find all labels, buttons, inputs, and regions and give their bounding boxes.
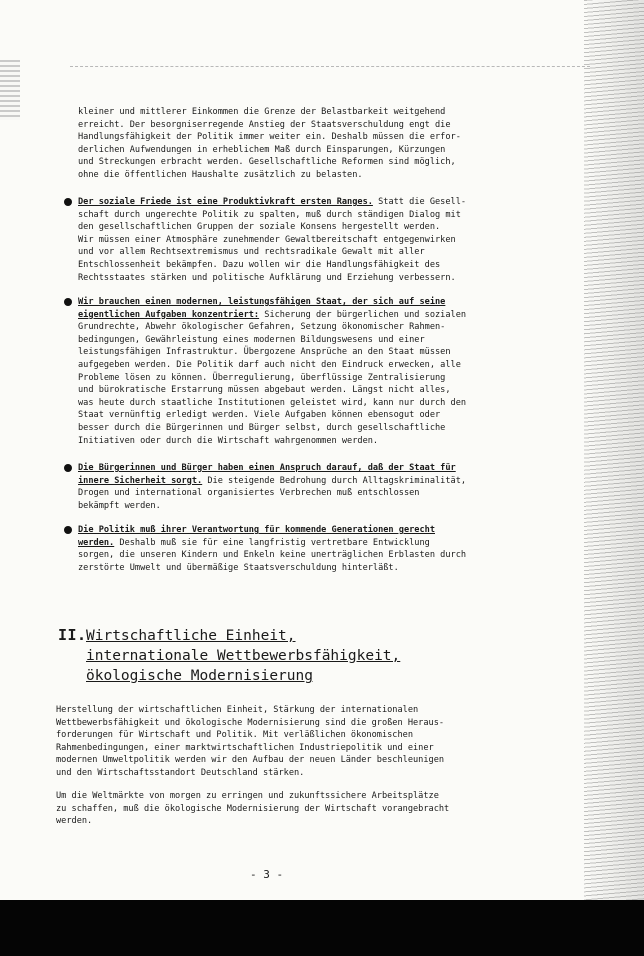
text-line: und bürokratische Erstarrung müssen abgebaut werden. Längst nicht alles, [78, 385, 451, 396]
text-line: derlichen Aufwendungen in erheblichem Maß durch Einsparungen, Kürzungen [78, 144, 446, 155]
bullet-dot [64, 464, 72, 472]
text-line: sorgen, die unseren Kindern und Enkeln keine unerträglichen Erblasten durch [78, 550, 467, 561]
text-line: modernen Umweltpolitik werden wir den Aufbau der neuen Länder beschleunigen [56, 755, 445, 766]
scan-bottom-border [0, 900, 644, 956]
text-line: bekämpft werden. [78, 500, 161, 511]
text-line: aufgegeben werden. Die Politik darf auch nicht den Eindruck erwecken, alle [78, 359, 461, 370]
text-line: den gesellschaftlichen Gruppen der soziale Konsens hergestellt werden. [78, 222, 441, 233]
text-line: Handlungsfähigkeit der Politik immer weiter ein. Deshalb müssen die erfor- [78, 132, 461, 143]
text-line: zerstörte Umwelt und übermäßige Staatsverschuldung hinterläßt. [78, 562, 399, 573]
intro-paragraph [78, 106, 488, 182]
section-paragraph [56, 790, 496, 828]
text-line: leistungsfähigen Infrastruktur. Übergozene Ansprüche an den Staat müssen [78, 347, 451, 358]
page-number: - 3 - [250, 868, 284, 881]
bullet-lead: eigentlichen Aufgaben konzentriert: [78, 309, 260, 320]
section-title-line: ökologische Modernisierung [86, 668, 313, 684]
text-line: werden. [56, 816, 93, 827]
text-line [78, 537, 488, 550]
text-line: Initiativen oder durch die Wirtschaft wahrgenommen werden. [78, 435, 379, 446]
text-line: Rahmenbedingungen, einer marktwirtschaftlichen Industriepolitik und einer [56, 742, 434, 753]
text-line: kleiner und mittlerer Einkommen die Grenze der Belastbarkeit weitgehend [78, 107, 446, 117]
bullet-lead: Die Politik muß ihrer Verantwortung für kommende Generationen gerecht [78, 525, 435, 535]
text-line: Probleme lösen zu können. Überregulierung, überflüssige Zentralisierung [78, 372, 446, 383]
text-line: Um die Weltmärkte von morgen zu erringen und zukunftssichere Arbeitsplätze [56, 791, 439, 801]
text-line [78, 196, 488, 209]
text-line: Staat vernünftig erledigt werden. Viele Aufgaben können ebensogut oder [78, 410, 441, 421]
text-line: Wettbewerbsfähigkeit und ökologische Modernisierung sind die großen Heraus- [56, 717, 445, 728]
bullet-lead: Die Bürgerinnen und Bürger haben einen Anspruch darauf, daß der Staat für [78, 463, 456, 473]
scan-edge-right [584, 0, 644, 900]
section-paragraph [56, 704, 496, 780]
top-scan-line [70, 66, 590, 67]
text-line [78, 309, 488, 322]
bullet-dot [64, 198, 72, 206]
text-line: Entschlossenheit bekämpfen. Dazu wollen wir die Handlungsfähigkeit des [78, 259, 441, 270]
section-number: II. [58, 626, 87, 644]
bullet-lead: innere Sicherheit sorgt. [78, 475, 203, 486]
text-run: Deshalb muß sie für eine langfristig vertretbare Entwicklung [114, 537, 430, 548]
text-line: und den Wirtschaftsstandort Deutschland stärken. [56, 767, 305, 778]
text-line [78, 475, 488, 488]
scan-edge-left [0, 60, 20, 120]
text-run: Sicherung der bürgerlichen und sozialen [259, 309, 467, 320]
section-title [86, 626, 416, 686]
text-line: und Streckungen erbracht werden. Gesellschaftliche Reformen sind möglich, [78, 157, 456, 168]
text-line: Wir müssen einer Atmosphäre zunehmender Gewaltbereitschaft entgegenwirken [78, 234, 456, 245]
bullet-text [78, 296, 488, 447]
text-line: besser durch die Bürgerinnen und Bürger selbst, durch gesellschaftliche [78, 422, 446, 433]
bullet-lead: Der soziale Friede ist eine Produktivkraft ersten Ranges. [78, 197, 373, 207]
text-line: Grundrechte, Abwehr ökologischer Gefahren, Setzung ökonomischer Rahmen- [78, 322, 446, 333]
text-line: ohne die öffentlichen Haushalte zusätzlich zu belasten. [78, 169, 363, 180]
bullet-dot [64, 526, 72, 534]
text-line: was heute durch staatliche Institutionen geleistet wird, kann nur durch den [78, 397, 467, 408]
text-line: zu schaffen, muß die ökologische Modernisierung der Wirtschaft vorangebracht [56, 803, 450, 814]
text-line: bedingungen, Gewährleistung eines modernen Bildungswesens und einer [78, 334, 425, 345]
bullet-lead: Wir brauchen einen modernen, leistungsfähigen Staat, der sich auf seine [78, 297, 446, 307]
bullet-lead: werden. [78, 537, 115, 548]
section-title-line: Wirtschaftliche Einheit, [86, 628, 296, 644]
text-line: erreicht. Der besorgniserregende Anstieg der Staatsverschuldung engt die [78, 119, 451, 130]
bullet-text [78, 524, 488, 574]
text-line: und vor allem Rechtsextremismus und rechtsradikale Gewalt mit aller [78, 247, 425, 258]
text-run: Statt die Gesell- [372, 197, 467, 207]
text-line: schaft durch ungerechte Politik zu spalten, muß durch ständigen Dialog mit [78, 209, 461, 220]
bullet-dot [64, 298, 72, 306]
text-line: Rechtsstaates stärken und politische Aufklärung und Erziehung verbessern. [78, 272, 456, 283]
bullet-text [78, 462, 488, 512]
section-title-line: internationale Wettbewerbsfähigkeit, [86, 648, 401, 664]
text-line: forderungen für Wirtschaft und Politik. Mit verläßlichen ökonomischen [56, 730, 413, 741]
text-line: Drogen und international organisiertes Verbrechen muß entschlossen [78, 488, 420, 499]
text-line: Herstellung der wirtschaftlichen Einheit, Stärkung der internationalen [56, 705, 419, 715]
text-run: Die steigende Bedrohung durch Alltagskriminalität, [202, 475, 467, 486]
bullet-text [78, 196, 488, 284]
